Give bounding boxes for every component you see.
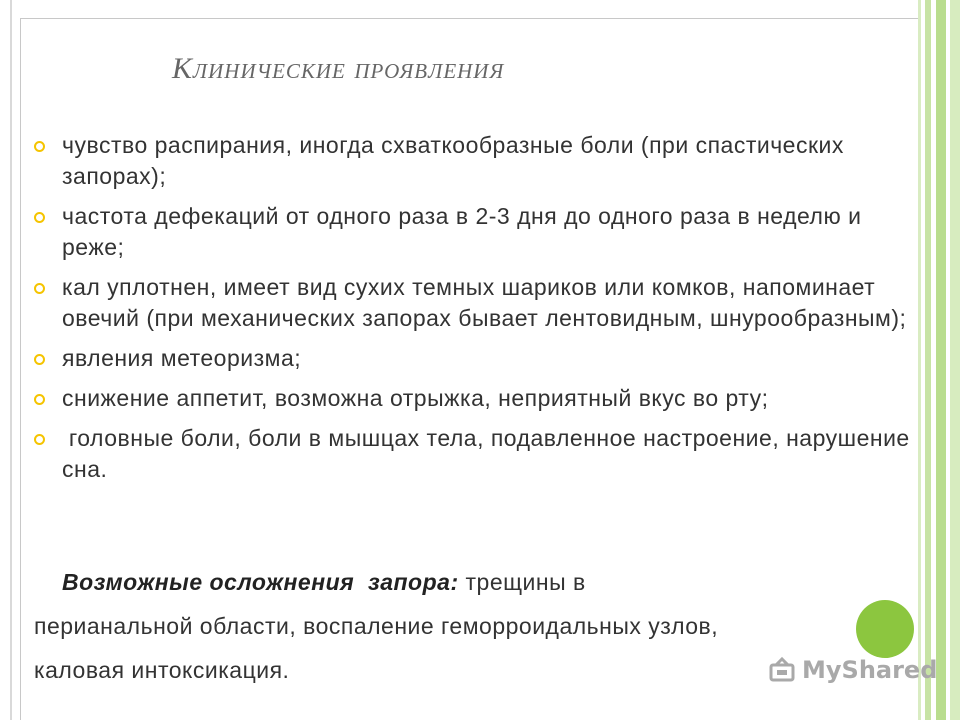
bullet-circle-icon (34, 354, 45, 365)
symptom-list (30, 130, 917, 494)
bullet-circle-icon (34, 283, 45, 294)
bullet-circle-icon (34, 394, 45, 405)
bullet-circle-icon (34, 141, 45, 152)
list-item (30, 130, 910, 192)
list-item (30, 343, 910, 374)
list-item (30, 383, 910, 414)
list-item-text: кал уплотнен, имеет вид сухих темных шариков или комков, напоминает овечий (при механических запорах бывает лентовидным, шнурообразным); (62, 274, 907, 331)
watermark (768, 656, 937, 684)
list-item (30, 201, 910, 263)
list-item-text: частота дефекаций от одного раза в 2-3 дня до одного раза в неделю и реже; (62, 203, 862, 260)
list-item-text: явления метеоризма; (62, 345, 302, 371)
decor-stripe (925, 0, 931, 720)
list-item-text: головные боли, боли в мышцах тела, подавленное настроение, нарушение сна. (62, 425, 917, 482)
complications-line-3: каловая интоксикация. (34, 657, 290, 683)
decor-stripe (936, 0, 946, 720)
frame-line-left-outer (10, 0, 12, 720)
complications-text-1: трещины в (458, 569, 586, 595)
frame-line-top (20, 18, 920, 19)
list-item-text: чувство распирания, иногда схваткообразные боли (при спастических запорах); (62, 132, 844, 189)
complications-line-1 (34, 560, 914, 604)
bullet-circle-icon (34, 212, 45, 223)
decor-stripe (950, 0, 960, 720)
bullet-circle-icon (34, 434, 45, 445)
list-item (30, 272, 910, 334)
slide-title: Клинические проявления (172, 52, 505, 85)
complications-heading: Возможные осложнения запора: (62, 569, 459, 595)
green-circle-decoration (856, 600, 914, 658)
watermark-text: MyShared (802, 656, 938, 684)
myshared-logo-icon (768, 656, 796, 684)
complications-line-2: перианальной области, воспаление геморроидальных узлов, (34, 613, 719, 639)
decor-stripe (918, 0, 921, 720)
list-item (30, 423, 917, 485)
frame-line-left-inner (20, 18, 21, 720)
list-item-text: снижение аппетит, возможна отрыжка, неприятный вкус во рту; (62, 385, 769, 411)
